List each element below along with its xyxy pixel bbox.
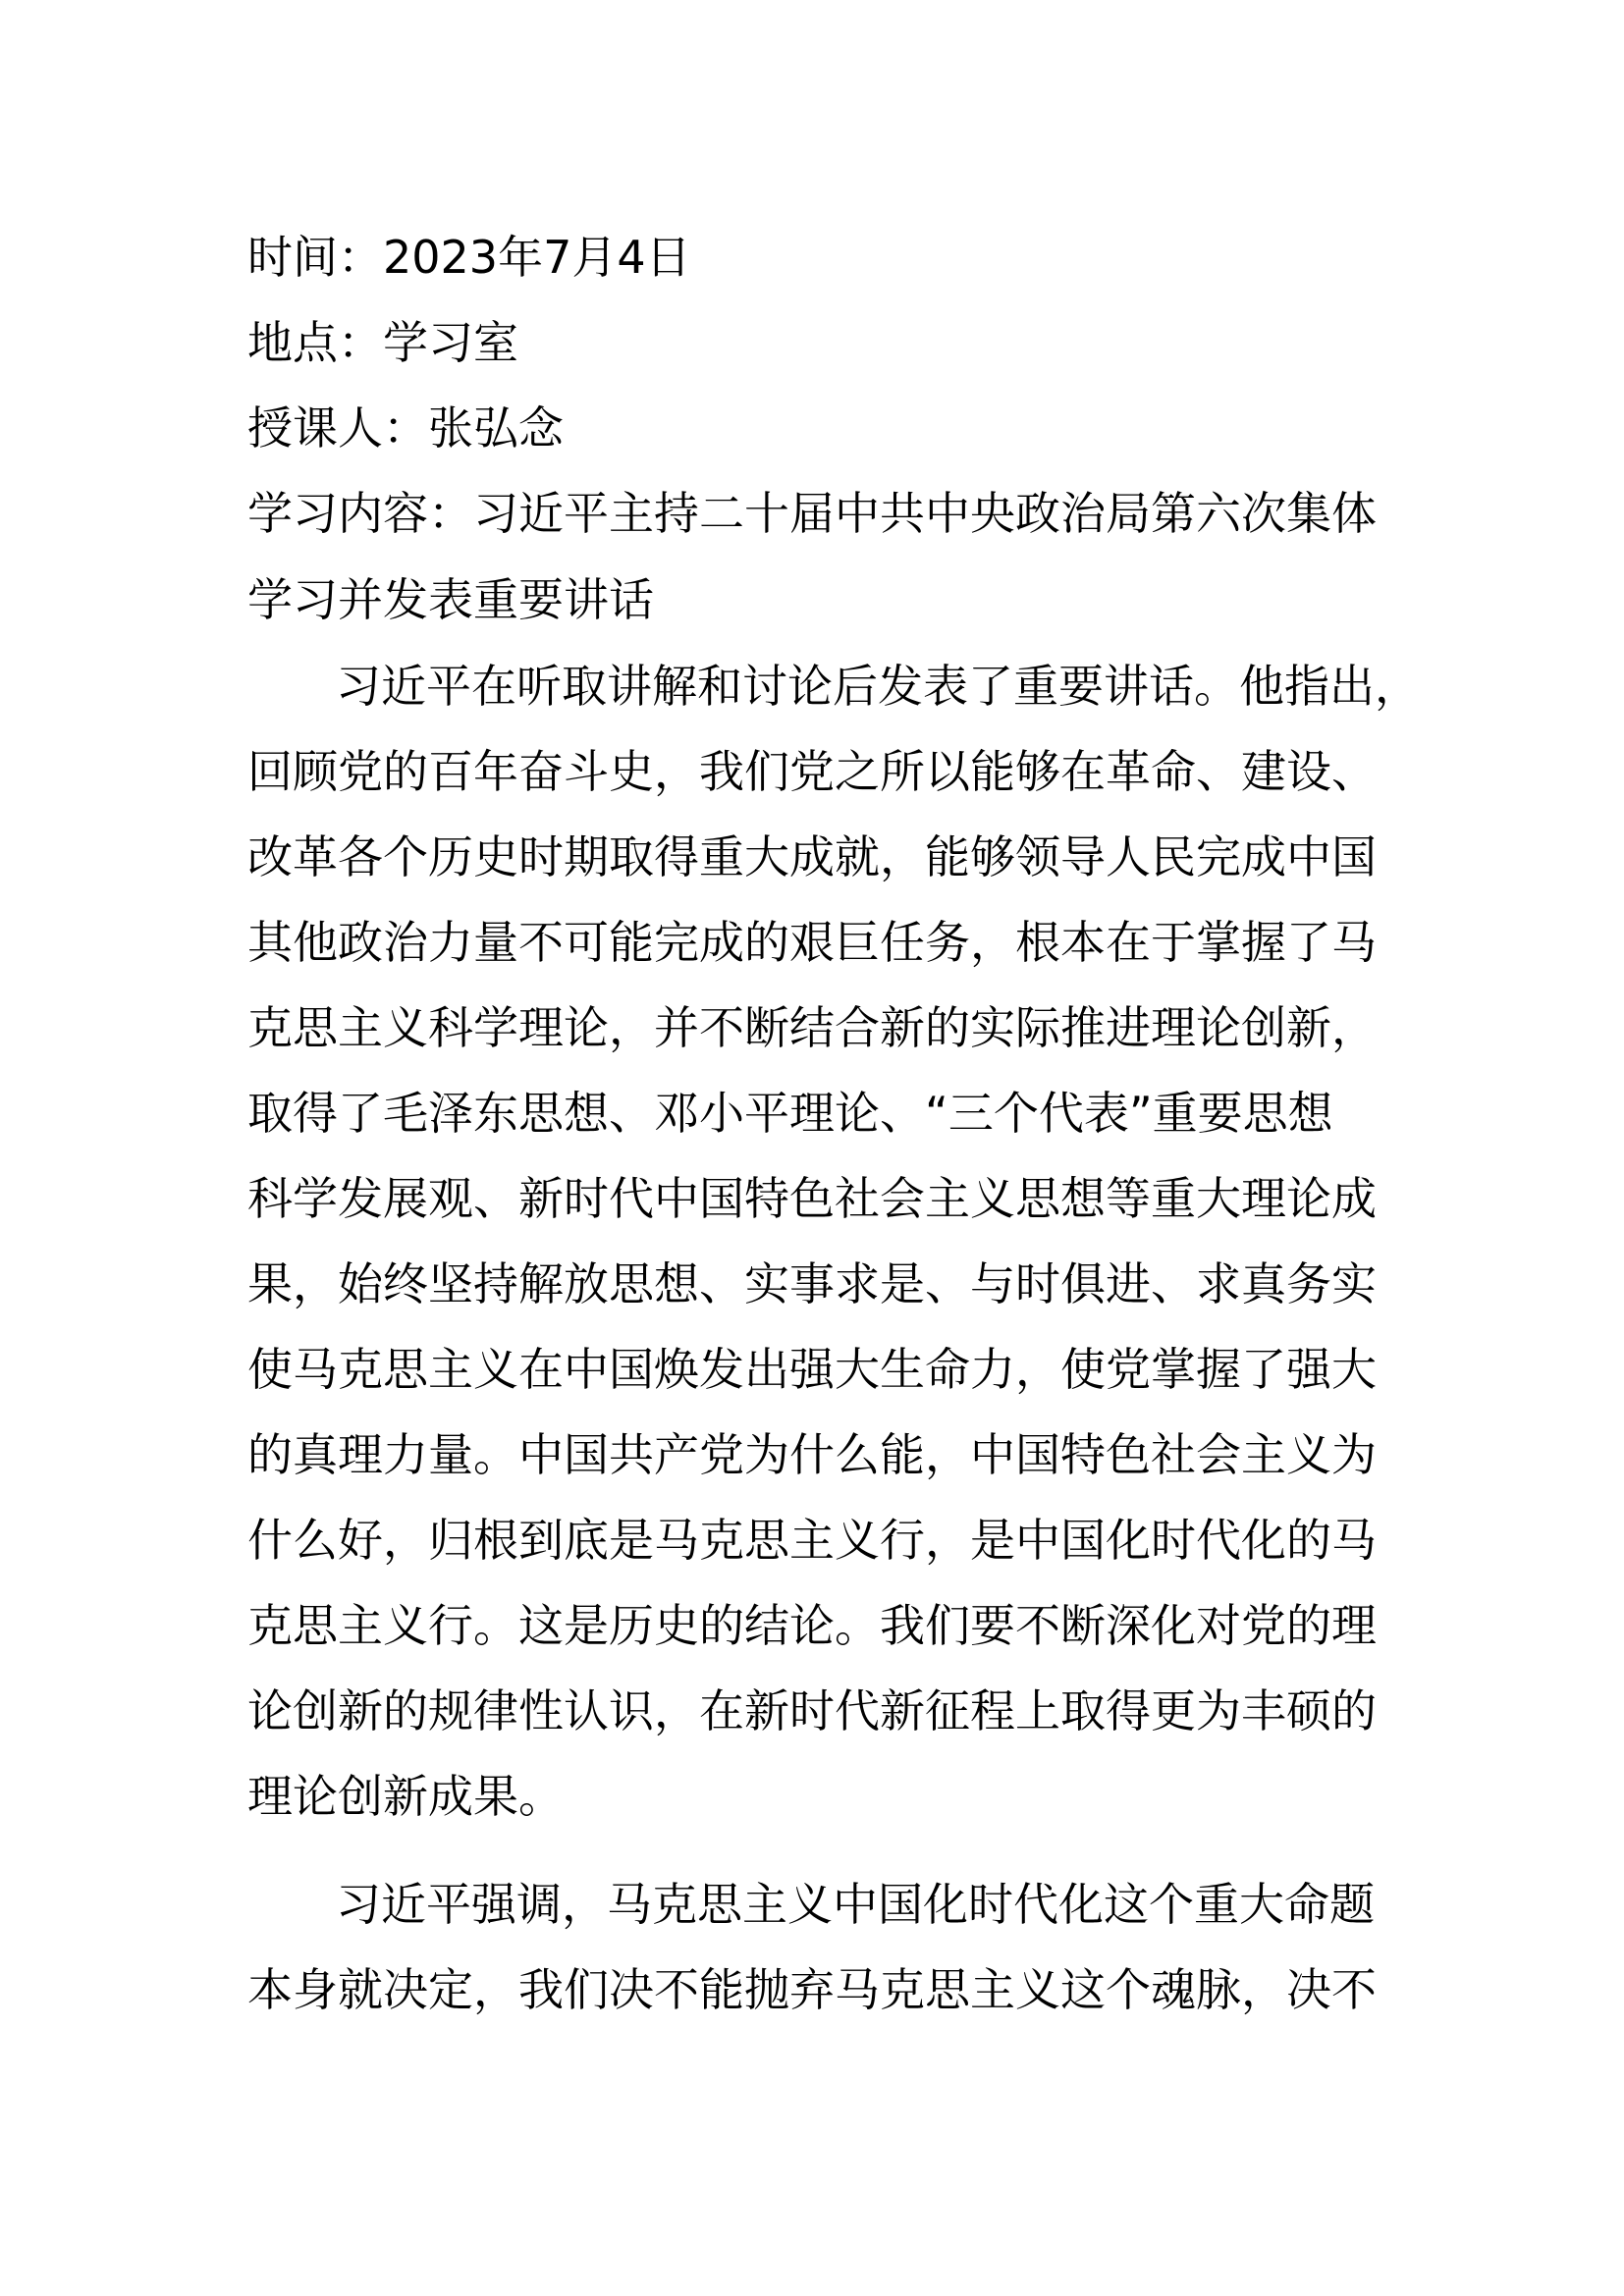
paragraph-line: 使马克思主义在中国焕发出强大生命力，使党掌握了强大 — [247, 1342, 1377, 1396]
paragraph-line: 其他政治力量不可能完成的艰巨任务，根本在于掌握了马 — [247, 915, 1377, 969]
paragraph-line: 取得了毛泽东思想、邓小平理论、“三个代表”重要思想 — [247, 1086, 1333, 1140]
meta-content: 学习内容：习近平主持二十届中共中央政治局第六次集体 — [247, 487, 1377, 540]
paragraph-line: 本身就决定，我们决不能抛弃马克思主义这个魂脉，决不 — [247, 1962, 1377, 2016]
meta-time: 时间：2023年7月4日 — [247, 231, 691, 284]
paragraph-line: 习近平在听取讲解和讨论后发表了重要讲话。他指出， — [336, 659, 1420, 713]
paragraph-line: 果，始终坚持解放思想、实事求是、与时俱进、求真务实 — [247, 1256, 1377, 1310]
paragraph-line: 论创新的规律性认识，在新时代新征程上取得更为丰硕的 — [247, 1683, 1377, 1737]
paragraph-line: 科学发展观、新时代中国特色社会主义思想等重大理论成 — [247, 1171, 1377, 1225]
paragraph-line: 习近平强调，马克思主义中国化时代化这个重大命题 — [336, 1877, 1375, 1931]
meta-content-continued: 学习并发表重要讲话 — [247, 573, 654, 626]
paragraph-line: 的真理力量。中国共产党为什么能，中国特色社会主义为 — [247, 1427, 1377, 1481]
meta-lecturer: 授课人：张弘念 — [247, 401, 564, 454]
paragraph-line: 克思主义科学理论，并不断结合新的实际推进理论创新， — [247, 1000, 1377, 1054]
meta-place: 地点：学习室 — [247, 316, 518, 369]
paragraph-line: 克思主义行。这是历史的结论。我们要不断深化对党的理 — [247, 1598, 1377, 1652]
paragraph-line: 理论创新成果。 — [247, 1769, 564, 1823]
paragraph-line: 回顾党的百年奋斗史，我们党之所以能够在革命、建设、 — [247, 744, 1377, 798]
paragraph-line: 什么好，归根到底是马克思主义行，是中国化时代化的马 — [247, 1513, 1377, 1567]
paragraph-line: 改革各个历史时期取得重大成就，能够领导人民完成中国 — [247, 829, 1377, 883]
